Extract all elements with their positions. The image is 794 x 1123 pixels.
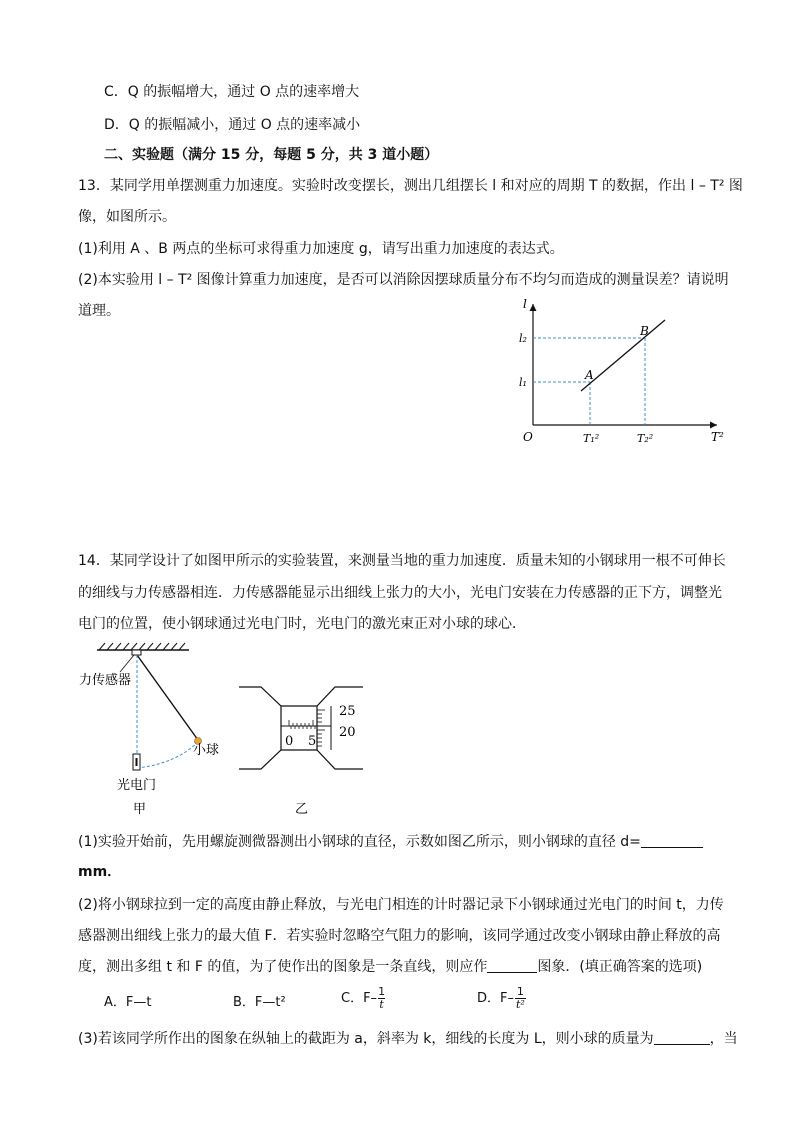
section-heading: 二、实验题（满分 15 分，每题 5 分，共 3 道小题） <box>104 147 439 163</box>
q14-part1 <box>78 833 703 851</box>
option-b: B．F—t² <box>233 995 286 1010</box>
q14-part2-line2: 感器测出细线上张力的最大值 F．若实验时忽略空气阻力的影响，该同学通过改变小钢球由静止释放的高 <box>78 928 721 944</box>
q14-part3-text: (3)若该同学所作出的图象在纵轴上的截距为 a，斜率为 k，细线的长度为 L，则小球的质量为 <box>78 1031 654 1047</box>
q14-part2-line3-tail: 图象．(填正确答案的选项) <box>537 959 703 975</box>
q13-graph <box>505 290 735 450</box>
q14-stem-line3: 电门的位置，使小钢球通过光电门时，光电门的激光束正对小球的球心． <box>78 616 526 632</box>
q13-part1: (1)利用 A 、B 两点的坐标可求得重力加速度 g，请写出重力加速度的表达式。 <box>78 241 564 257</box>
main-scale-ticks <box>289 720 315 729</box>
main-0: 0 <box>285 734 294 749</box>
q14-part3-tail: ，当 <box>709 1031 738 1047</box>
ceiling-hatch <box>99 643 185 650</box>
q14-part3 <box>78 1030 738 1048</box>
option-d-den: t² <box>516 998 525 1011</box>
option-d-num: 1 <box>516 985 524 998</box>
sensor-label: 力传感器 <box>79 673 132 688</box>
option-c-num: 1 <box>378 985 386 998</box>
q12-option-d: D．Q 的振幅减小，通过 O 点的速率减小 <box>104 117 361 133</box>
q12-option-c: C．Q 的振幅增大，通过 O 点的速率增大 <box>104 84 360 100</box>
q14-stem-line1: 14．某同学设计了如图甲所示的实验装置，来测量当地的重力加速度．质量未知的小钢球用一根不可伸长 <box>78 553 726 569</box>
q13-stem-line1: 13．某同学用单摆测重力加速度。实验时改变摆长，测出几组摆长 l 和对应的周期 T 的数据，作出 l – T² 图 <box>78 178 743 194</box>
option-c-den: t <box>379 998 384 1011</box>
sensor-leader <box>120 655 134 672</box>
frame-bottom <box>239 750 363 769</box>
option-c-fraction <box>378 986 385 1011</box>
option-c <box>341 986 385 1011</box>
t2-label: T₂² <box>637 432 654 445</box>
origin-label: O <box>523 430 533 444</box>
option-c-label: C．F– <box>341 991 378 1006</box>
thimble-25: 25 <box>339 704 356 719</box>
q14-stem-line2: 的细线与力传感器相连．力传感器能显示出细线上张力的大小，光电门安装在力传感器的正下方，调整光 <box>78 585 722 601</box>
thimble-20: 20 <box>339 725 356 740</box>
option-d-fraction <box>515 986 526 1011</box>
q14-part1-text: (1)实验开始前，先用螺旋测微器测出小钢球的直径，示数如图乙所示，则小钢球的直径 d= <box>78 834 641 850</box>
q14-part2-line1: (2)将小钢球拉到一定的高度由静止释放，与光电门相连的计时器记录下小钢球通过光电门的时间 t，力传 <box>78 897 724 913</box>
thimble-ticks <box>317 710 325 746</box>
graph-choice-blank[interactable] <box>487 958 537 973</box>
x-axis-label: T² <box>711 430 724 444</box>
l1-label: l₁ <box>519 376 527 389</box>
option-d <box>477 986 526 1011</box>
figure-yi <box>235 682 375 822</box>
q14-part2-line3 <box>78 958 702 976</box>
string <box>137 655 198 740</box>
l2-label: l₂ <box>519 332 527 345</box>
q13-part2-line2: 道理。 <box>78 303 120 319</box>
point-b-label: B <box>640 324 649 338</box>
q13-stem-line2: 像，如图所示。 <box>78 209 176 225</box>
mass-answer-blank[interactable] <box>654 1030 710 1045</box>
force-sensor <box>132 650 141 655</box>
y-axis-label: l <box>523 297 527 311</box>
q13-part2-line1: (2)本实验用 l – T² 图像计算重力加速度，是否可以消除因摆球质量分布不均匀而造成的测量误差？请说明 <box>78 272 729 288</box>
q14-part2-line3-text: 度，测出多组 t 和 F 的值，为了使作出的图象是一条直线，则应作 <box>78 959 488 975</box>
option-d-label: D．F– <box>477 991 514 1006</box>
gate-label: 光电门 <box>117 778 157 793</box>
diameter-answer-blank[interactable] <box>641 833 703 848</box>
swing-arc <box>137 742 198 768</box>
main-5: 5 <box>308 734 317 749</box>
point-a-label: A <box>585 368 594 382</box>
caption-jia: 甲 <box>133 802 147 817</box>
photogate-slot <box>136 758 138 766</box>
t1-label: T₁² <box>583 432 600 445</box>
caption-yi: 乙 <box>295 802 309 817</box>
ball-label: 小球 <box>193 743 220 758</box>
option-a: A．F—t <box>104 995 152 1010</box>
figure-jia <box>75 642 225 822</box>
q14-part1-unit: mm． <box>78 864 122 880</box>
